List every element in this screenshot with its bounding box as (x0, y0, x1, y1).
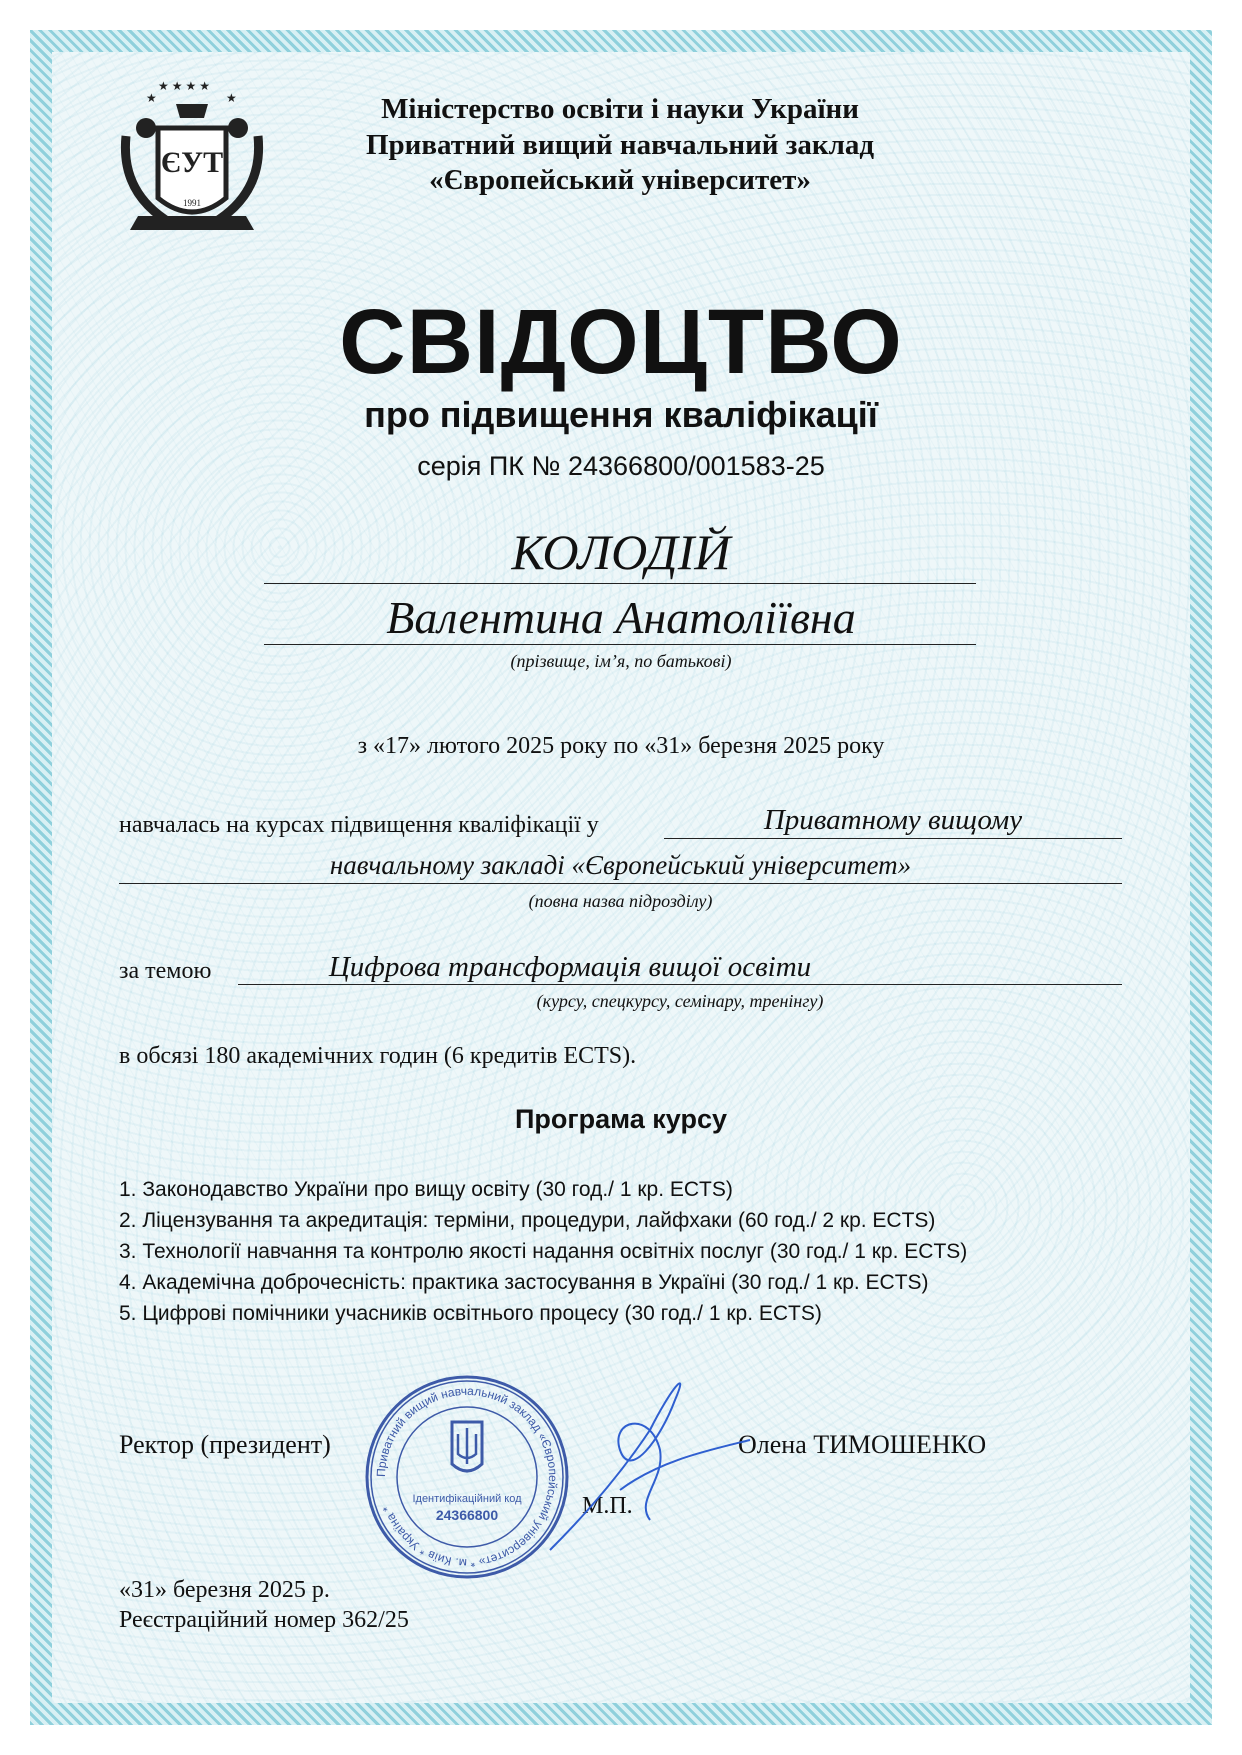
certificate-title: СВІДОЦТВО (339, 291, 903, 393)
study-period: з «17» лютого 2025 року по «31» березня 2025 року (357, 733, 885, 759)
svg-text:★: ★ (146, 91, 157, 105)
institution-name-line: «Європейський університет» (429, 164, 811, 196)
program-item: 4. Академічна доброчесність: практика застосування в Україні (30 год./ 1 кр. ECTS) (119, 1271, 929, 1294)
institution-label: навчалась на курсах підвищення кваліфікації у (119, 812, 599, 838)
topic-value: Цифрова трансформація вищої освіти (328, 951, 812, 983)
program-title: Програма курсу (515, 1104, 727, 1134)
issue-date: «31» березня 2025 р. (119, 1577, 330, 1603)
program-item: 1. Законодавство України про вищу освіту (30 год./ 1 кр. ECTS) (119, 1178, 733, 1201)
institution-line1: Приватному вищому (763, 804, 1023, 836)
course-volume: в обсязі 180 академічних годин (6 кредитів ECTS). (119, 1043, 637, 1069)
name-underline (264, 644, 976, 645)
topic-label: за темою (119, 958, 212, 984)
svg-text:Приватний вищий навчальний зак (374, 1384, 560, 1570)
ministry-line: Міністерство освіти і науки України (381, 93, 859, 125)
registration-number: Реєстраційний номер 362/25 (119, 1607, 409, 1633)
topic-caption: (курсу, спецкурсу, семінару, тренінгу) (536, 991, 824, 1011)
university-logo (118, 76, 266, 238)
certificate-series: серія ПК № 24366800/001583-25 (417, 451, 825, 481)
recipient-caption: (прізвище, ім’я, по батькові) (510, 651, 732, 671)
certificate-subtitle: про підвищення кваліфікації (364, 394, 878, 435)
signatory-role: Ректор (президент) (119, 1430, 331, 1459)
svg-text:★ ★ ★ ★: ★ ★ ★ ★ (158, 79, 211, 93)
institution-caption: (повна назва підрозділу) (528, 891, 713, 911)
topic-underline (238, 984, 1122, 985)
institution-type-line: Приватний вищий навчальний заклад (365, 129, 875, 161)
stamp-id-label: Ідентифікаційний код (412, 1493, 522, 1505)
seal-place-mark: М.П. (582, 1493, 633, 1519)
recipient-name: Валентина Анатоліївна (386, 592, 856, 643)
institution-line2: навчальному закладі «Європейський університет» (329, 850, 912, 880)
surname-underline (264, 583, 976, 584)
logo-year: 1991 (183, 198, 201, 208)
logo-letters: ЄУТ (160, 146, 224, 179)
recipient-surname: КОЛОДІЙ (511, 524, 731, 580)
institution-underline1 (664, 838, 1122, 839)
program-item: 3. Технології навчання та контролю якості надання освітніх послуг (30 год./ 1 кр. ECTS) (119, 1240, 968, 1263)
program-item: 5. Цифрові помічники учасників освітнього процесу (30 год./ 1 кр. ECTS) (119, 1302, 822, 1325)
handwritten-signature (540, 1370, 760, 1570)
stamp-ring-text: Приватний вищий навчальний заклад «Європейський університет» * м. Київ * Україна * (373, 1383, 561, 1571)
signatory-name: Олена ТИМОШЕНКО (738, 1430, 987, 1459)
program-item: 2. Ліцензування та акредитація: терміни, процедури, лайфхаки (60 год./ 2 кр. ECTS) (119, 1209, 936, 1232)
institution-underline2 (119, 883, 1122, 884)
svg-text:★: ★ (226, 91, 237, 105)
stamp-id: 24366800 (435, 1507, 499, 1523)
